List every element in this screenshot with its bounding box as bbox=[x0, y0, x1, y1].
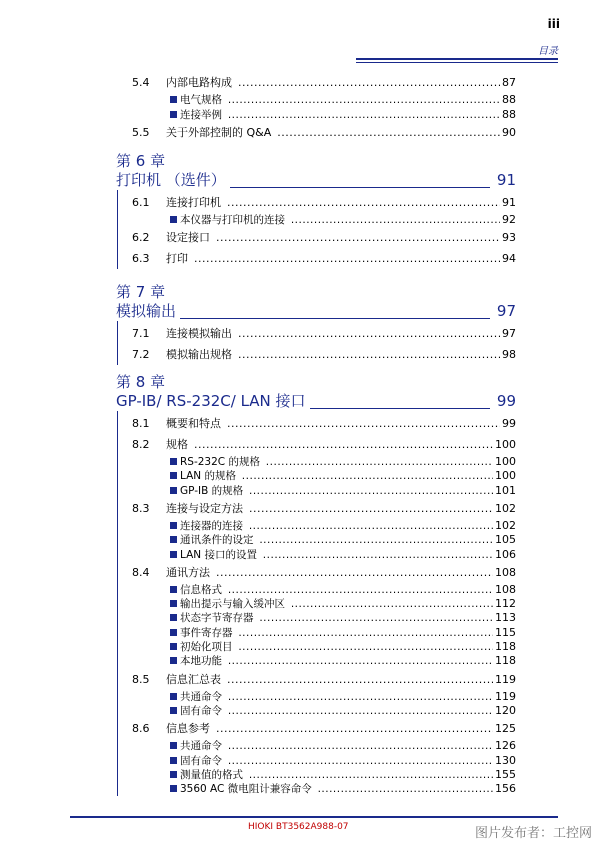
entry-page: 87 bbox=[502, 76, 516, 89]
bullet-icon bbox=[170, 707, 177, 714]
toc-entry[interactable] bbox=[0, 673, 600, 687]
toc-entry[interactable] bbox=[0, 327, 600, 341]
toc-subentry[interactable] bbox=[0, 519, 600, 533]
entry-title-wrap bbox=[166, 673, 516, 687]
entry-number: 7.1 bbox=[132, 327, 150, 340]
toc-subentry[interactable] bbox=[0, 626, 600, 640]
entry-title: 模拟输出规格 bbox=[166, 348, 232, 361]
entry-title: 初始化项目 bbox=[180, 641, 233, 653]
entry-title: 固有命令 bbox=[180, 754, 222, 767]
bullet-icon bbox=[170, 586, 177, 593]
chapter-side-bar bbox=[117, 321, 118, 365]
entry-page: 115 bbox=[495, 625, 516, 639]
entry-page: 88 bbox=[502, 93, 516, 106]
entry-page: 91 bbox=[502, 196, 516, 209]
entry-title: 电气规格 bbox=[180, 94, 222, 106]
toc-subentry[interactable] bbox=[0, 690, 600, 704]
bullet-icon bbox=[170, 771, 177, 778]
entry-number: 8.3 bbox=[132, 501, 150, 515]
entry-page: 105 bbox=[495, 533, 516, 547]
entry-number: 6.2 bbox=[132, 231, 150, 245]
entry-title-wrap bbox=[166, 252, 516, 266]
bullet-icon bbox=[170, 657, 177, 664]
entry-page: 112 bbox=[495, 597, 516, 611]
entry-title: 状态字节寄存器 bbox=[180, 612, 254, 625]
entry-title: 测量值的格式 bbox=[180, 768, 243, 781]
header-rule bbox=[356, 58, 558, 60]
entry-title: 固有命令 bbox=[180, 704, 222, 717]
entry-title-wrap bbox=[170, 455, 516, 469]
toc-entry[interactable] bbox=[0, 566, 600, 580]
entry-title-wrap bbox=[170, 469, 516, 483]
entry-title: RS-232C 的规格 bbox=[180, 456, 260, 468]
entry-title: 连接打印机 bbox=[166, 196, 221, 209]
toc-entry[interactable] bbox=[0, 502, 600, 516]
entry-title-wrap bbox=[170, 583, 516, 597]
entry-title: 连接器的连接 bbox=[180, 519, 243, 532]
entry-page: 155 bbox=[495, 767, 516, 781]
chapter-side-bar bbox=[117, 190, 118, 269]
entry-page: 100 bbox=[495, 438, 516, 451]
toc-entry[interactable] bbox=[0, 417, 600, 431]
entry-title-wrap bbox=[170, 519, 516, 533]
toc-subentry[interactable] bbox=[0, 754, 600, 768]
chapter-heading bbox=[116, 152, 516, 190]
toc-entry[interactable] bbox=[0, 126, 600, 140]
entry-page: 130 bbox=[495, 753, 516, 767]
entry-title-wrap bbox=[170, 739, 516, 753]
entry-page: 108 bbox=[495, 582, 516, 596]
entry-page: 118 bbox=[495, 640, 516, 653]
entry-title: LAN 接口的设置 bbox=[180, 548, 257, 561]
entry-page: 113 bbox=[495, 611, 516, 625]
entry-title-wrap bbox=[170, 548, 516, 562]
entry-page: 88 bbox=[502, 108, 516, 121]
entry-page: 120 bbox=[495, 703, 516, 717]
entry-title: 本地功能 bbox=[180, 655, 222, 668]
entry-page: 101 bbox=[495, 483, 516, 497]
entry-title-wrap bbox=[166, 722, 516, 736]
watermark: 图片发布者：工控网 bbox=[474, 826, 592, 841]
entry-page: 108 bbox=[495, 565, 516, 579]
entry-title: 打印 bbox=[166, 252, 188, 266]
toc-subentry[interactable] bbox=[0, 782, 600, 796]
entry-number: 8.5 bbox=[132, 672, 150, 686]
entry-title: 输出提示与输入缓冲区 bbox=[180, 598, 285, 611]
entry-title-wrap bbox=[166, 76, 516, 90]
toc-subentry[interactable] bbox=[0, 548, 600, 562]
toc-subentry[interactable] bbox=[0, 213, 600, 227]
toc-subentry[interactable] bbox=[0, 768, 600, 782]
entry-title: 事件寄存器 bbox=[180, 626, 233, 639]
toc-subentry[interactable] bbox=[0, 583, 600, 597]
entry-page: 92 bbox=[502, 213, 516, 226]
entry-page: 98 bbox=[502, 348, 516, 361]
toc-entry[interactable] bbox=[0, 196, 600, 210]
bullet-icon bbox=[170, 643, 177, 650]
entry-page: 102 bbox=[495, 518, 516, 532]
entry-page: 118 bbox=[495, 654, 516, 668]
chapter-title: 模拟输出 bbox=[116, 301, 180, 321]
entry-title-wrap bbox=[170, 611, 516, 625]
toc-subentry[interactable] bbox=[0, 484, 600, 498]
toc-subentry[interactable] bbox=[0, 455, 600, 469]
entry-title: 内部电路构成 bbox=[166, 76, 232, 89]
toc-subentry[interactable] bbox=[0, 611, 600, 625]
toc-subentry[interactable] bbox=[0, 93, 600, 107]
toc-subentry[interactable] bbox=[0, 533, 600, 547]
chapter-title-row bbox=[116, 391, 516, 411]
bullet-icon bbox=[170, 536, 177, 543]
chapter-label: 第 7 章 bbox=[116, 283, 166, 301]
bullet-icon bbox=[170, 458, 177, 465]
entry-number: 8.1 bbox=[132, 417, 150, 430]
entry-page: 90 bbox=[502, 126, 516, 139]
entry-title-wrap bbox=[170, 640, 516, 654]
toc-subentry[interactable] bbox=[0, 640, 600, 654]
toc-entry[interactable] bbox=[0, 348, 600, 362]
chapter-heading bbox=[116, 373, 516, 411]
entry-title-wrap bbox=[170, 704, 516, 718]
entry-number: 6.3 bbox=[132, 252, 150, 266]
chapter-side-bar bbox=[117, 411, 118, 796]
entry-title: 连接举例 bbox=[180, 109, 222, 121]
entry-number: 8.2 bbox=[132, 438, 150, 451]
chapter-page: 91 bbox=[496, 171, 516, 189]
chapter-label: 第 6 章 bbox=[116, 152, 166, 170]
toc-entry[interactable] bbox=[0, 76, 600, 90]
entry-number: 6.1 bbox=[132, 196, 150, 209]
entry-number: 8.4 bbox=[132, 565, 150, 579]
bullet-icon bbox=[170, 629, 177, 636]
section-label: 目录 bbox=[538, 46, 558, 57]
chapter-title-row bbox=[116, 301, 516, 321]
entry-page: 100 bbox=[495, 455, 516, 468]
toc-subentry[interactable] bbox=[0, 739, 600, 753]
entry-title-wrap bbox=[170, 213, 516, 227]
entry-page: 126 bbox=[495, 739, 516, 753]
entry-title: 关于外部控制的 Q&A bbox=[166, 126, 272, 139]
toc-subentry[interactable] bbox=[0, 654, 600, 668]
toc-subentry[interactable] bbox=[0, 704, 600, 718]
chapter-title: GP-IB/ RS-232C/ LAN 接口 bbox=[116, 391, 310, 411]
entry-title: 信息汇总表 bbox=[166, 672, 221, 686]
chapter-page: 99 bbox=[496, 392, 516, 410]
bullet-icon bbox=[170, 472, 177, 479]
entry-title-wrap bbox=[166, 126, 516, 140]
entry-number: 8.6 bbox=[132, 722, 150, 736]
bullet-icon bbox=[170, 693, 177, 700]
entry-page: 125 bbox=[495, 722, 516, 736]
entry-page: 156 bbox=[495, 782, 516, 796]
entry-title-wrap bbox=[166, 502, 516, 516]
bullet-icon bbox=[170, 757, 177, 764]
entry-title-wrap bbox=[166, 196, 516, 210]
entry-title: 共通命令 bbox=[180, 740, 222, 753]
entry-title: 连接与设定方法 bbox=[166, 501, 243, 515]
bullet-icon bbox=[170, 96, 177, 103]
entry-title-wrap bbox=[170, 108, 516, 122]
entry-title-wrap bbox=[170, 754, 516, 768]
bullet-icon bbox=[170, 614, 177, 621]
bullet-icon bbox=[170, 551, 177, 558]
entry-page: 102 bbox=[495, 501, 516, 515]
entry-title-wrap bbox=[166, 231, 516, 245]
entry-title: 共通命令 bbox=[180, 690, 222, 703]
entry-title: 规格 bbox=[166, 438, 188, 451]
entry-number: 7.2 bbox=[132, 348, 150, 361]
entry-title-wrap bbox=[170, 533, 516, 547]
toc-subentry[interactable] bbox=[0, 597, 600, 611]
entry-title-wrap bbox=[170, 654, 516, 668]
toc-subentry[interactable] bbox=[0, 469, 600, 483]
footer-rule bbox=[70, 816, 558, 818]
toc-subentry[interactable] bbox=[0, 108, 600, 122]
chapter-page: 97 bbox=[496, 302, 516, 320]
toc-entry[interactable] bbox=[0, 438, 600, 452]
entry-title-wrap bbox=[170, 484, 516, 498]
entry-title-wrap bbox=[170, 690, 516, 704]
bullet-icon bbox=[170, 487, 177, 494]
entry-title: 通讯条件的设定 bbox=[180, 534, 254, 547]
entry-title: LAN 的规格 bbox=[180, 470, 236, 483]
header-rule-thin bbox=[356, 62, 558, 63]
entry-title: 本仪器与打印机的连接 bbox=[180, 214, 285, 226]
entry-title: 设定接口 bbox=[166, 231, 210, 245]
entry-title: GP-IB 的规格 bbox=[180, 484, 244, 497]
entry-page: 119 bbox=[495, 689, 516, 703]
entry-title-wrap bbox=[166, 327, 516, 341]
page-number: iii bbox=[547, 17, 560, 31]
footer-doc-id: HIOKI BT3562A988-07 bbox=[248, 822, 349, 832]
entry-title: 概要和特点 bbox=[166, 417, 221, 430]
entry-page: 119 bbox=[495, 672, 516, 686]
entry-page: 106 bbox=[495, 547, 516, 561]
toc-entry[interactable] bbox=[0, 231, 600, 245]
chapter-title: 打印机 （选件） bbox=[116, 170, 230, 190]
bullet-icon bbox=[170, 111, 177, 118]
entry-page: 93 bbox=[502, 231, 516, 245]
toc-entry[interactable] bbox=[0, 252, 600, 266]
bullet-icon bbox=[170, 600, 177, 607]
entry-title-wrap bbox=[170, 597, 516, 611]
bullet-icon bbox=[170, 785, 177, 792]
entry-title: 连接模拟输出 bbox=[166, 327, 232, 340]
entry-title-wrap bbox=[166, 566, 516, 580]
bullet-icon bbox=[170, 742, 177, 749]
entry-title: 3560 AC 微电阻计兼容命令 bbox=[180, 783, 312, 796]
entry-title: 通讯方法 bbox=[166, 565, 210, 579]
entry-page: 99 bbox=[502, 417, 516, 430]
entry-title-wrap bbox=[166, 348, 516, 362]
chapter-heading bbox=[116, 283, 516, 321]
entry-number: 5.5 bbox=[132, 126, 150, 139]
entry-title: 信息格式 bbox=[180, 583, 222, 596]
toc-entry[interactable] bbox=[0, 722, 600, 736]
entry-title-wrap bbox=[166, 438, 516, 452]
entry-title-wrap bbox=[170, 768, 516, 782]
entry-title-wrap bbox=[170, 626, 516, 640]
entry-page: 94 bbox=[502, 252, 516, 266]
chapter-title-row bbox=[116, 170, 516, 190]
chapter-label: 第 8 章 bbox=[116, 373, 166, 391]
entry-number: 5.4 bbox=[132, 76, 150, 89]
entry-title-wrap bbox=[170, 782, 516, 796]
entry-page: 100 bbox=[495, 469, 516, 483]
entry-title: 信息参考 bbox=[166, 722, 210, 736]
bullet-icon bbox=[170, 522, 177, 529]
entry-page: 97 bbox=[502, 327, 516, 340]
bullet-icon bbox=[170, 216, 177, 223]
entry-title-wrap bbox=[170, 93, 516, 107]
entry-title-wrap bbox=[166, 417, 516, 431]
